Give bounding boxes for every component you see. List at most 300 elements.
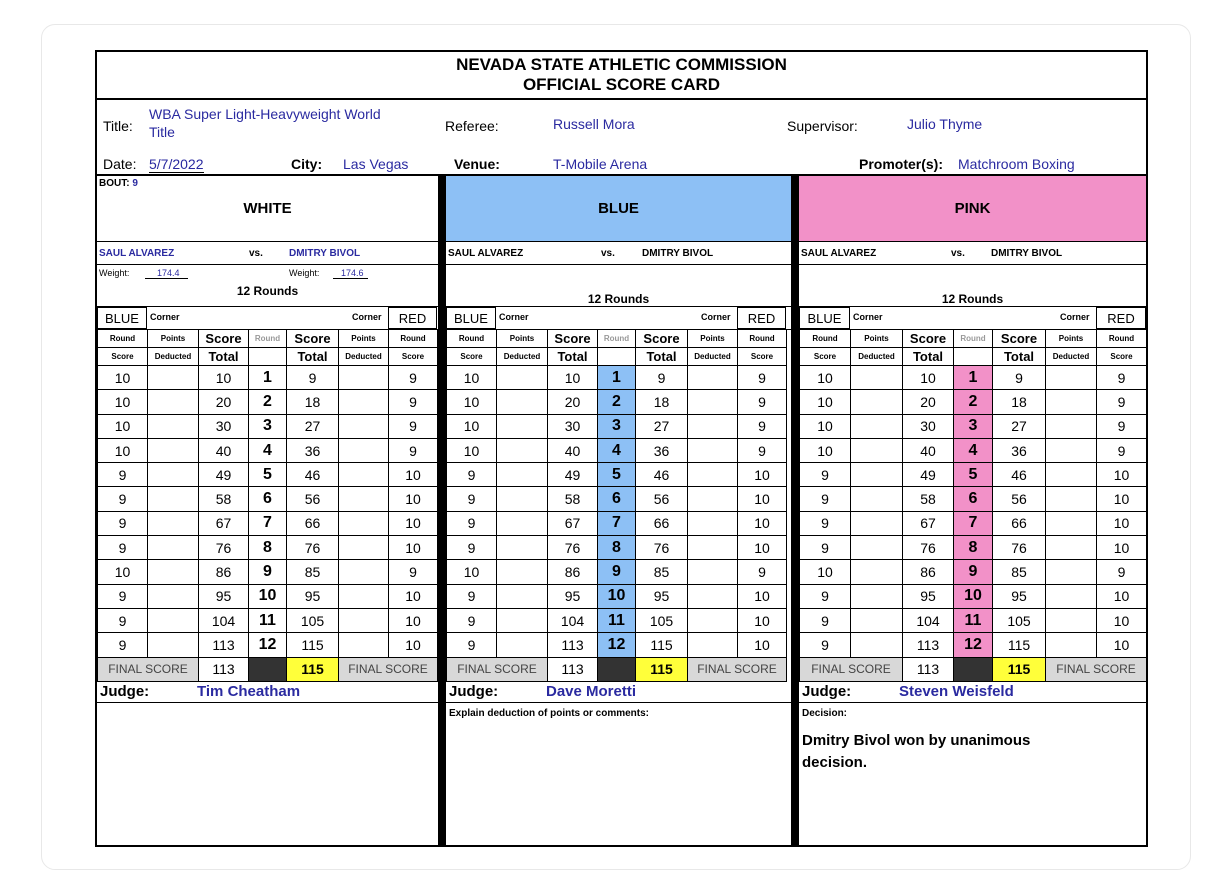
decision-label: Decision: (802, 708, 848, 719)
red-points-deducted (1046, 584, 1097, 608)
red-points-deducted (339, 536, 389, 560)
red-points-deducted (688, 511, 738, 535)
red-points-deducted (1046, 487, 1097, 511)
fighter-a: SAUL ALVAREZ (448, 248, 524, 259)
blue-score-total: 40 (548, 438, 598, 462)
blue-points-deducted (148, 633, 199, 657)
col-points-deducted-red: Points (1046, 330, 1097, 348)
red-score-total: 95 (636, 584, 688, 608)
red-points-deducted (339, 511, 389, 535)
red-round-score: 10 (1097, 608, 1147, 632)
blue-points-deducted (851, 584, 903, 608)
red-round-score: 9 (389, 414, 438, 438)
blue-points-deducted (497, 463, 548, 487)
blue-score-total: 76 (199, 536, 249, 560)
blue-score-total: 113 (548, 633, 598, 657)
blue-round-score: 10 (98, 560, 148, 584)
table-row (800, 511, 1147, 535)
fighter-b: DMITRY BIVOL (289, 248, 361, 259)
round-number: 1 (598, 366, 636, 390)
table-row (800, 390, 1147, 414)
round-number: 3 (598, 414, 636, 438)
blue-points-deducted (497, 633, 548, 657)
weight-label-b: Weight: (289, 268, 320, 278)
red-score-total: 66 (287, 511, 339, 535)
red-round-score: 10 (389, 487, 438, 511)
table-row (98, 608, 438, 632)
table-row (800, 366, 1147, 390)
table-row (447, 608, 787, 632)
judge-name: Tim Cheatham (197, 683, 301, 700)
red-points-deducted (1046, 463, 1097, 487)
blue-round-score: 9 (98, 608, 148, 632)
col-round-score-red: Round (1097, 330, 1147, 348)
blue-score-total: 49 (548, 463, 598, 487)
red-score-total: 56 (636, 487, 688, 511)
red-score-total: 115 (993, 633, 1046, 657)
round-number: 6 (249, 487, 287, 511)
blue-round-score: 9 (98, 584, 148, 608)
panel-separator (438, 176, 446, 847)
blue-score-total: 95 (903, 584, 954, 608)
red-points-deducted (1046, 390, 1097, 414)
blue-points-deducted (148, 584, 199, 608)
red-round-score: 9 (738, 560, 787, 584)
final-score-label-red: FINAL SCORE (1046, 657, 1147, 681)
blue-score-total: 40 (903, 438, 954, 462)
col-deducted-sub: Deducted (851, 348, 903, 366)
final-score-row (447, 657, 787, 681)
red-points-deducted (688, 608, 738, 632)
blue-round-score: 9 (98, 536, 148, 560)
red-score-total: 46 (287, 463, 339, 487)
blue-round-score: 9 (98, 511, 148, 535)
final-score-divider (598, 657, 636, 681)
table-row (447, 438, 787, 462)
fighter-a: SAUL ALVAREZ (801, 248, 877, 259)
vs-label: vs. (249, 248, 263, 259)
red-points-deducted (339, 414, 389, 438)
blue-points-deducted (851, 560, 903, 584)
blue-points-deducted (497, 608, 548, 632)
table-row (98, 438, 438, 462)
red-round-score: 9 (1097, 366, 1147, 390)
score-table (446, 329, 787, 682)
weight-a: 174.4 (145, 268, 188, 279)
blue-score-total: 30 (903, 414, 954, 438)
table-header (98, 348, 438, 366)
table-header (800, 330, 1147, 348)
blue-score-total: 104 (903, 608, 954, 632)
blue-score-total: 67 (903, 511, 954, 535)
round-number: 1 (954, 366, 993, 390)
red-points-deducted (1046, 633, 1097, 657)
final-score-red: 115 (993, 657, 1046, 681)
col-total-sub-red: Total (636, 348, 688, 366)
col-points-deducted: Points (148, 330, 199, 348)
red-round-score: 9 (389, 560, 438, 584)
blue-points-deducted (851, 633, 903, 657)
red-points-deducted (688, 560, 738, 584)
red-score-total: 76 (993, 536, 1046, 560)
red-points-deducted (1046, 536, 1097, 560)
round-number: 3 (954, 414, 993, 438)
panel-separator (791, 176, 799, 847)
red-round-score: 10 (1097, 463, 1147, 487)
red-score-total: 85 (636, 560, 688, 584)
vs-label: vs. (951, 248, 965, 259)
round-number: 7 (249, 511, 287, 535)
blue-round-score: 9 (447, 511, 497, 535)
venue-value: T-Mobile Arena (553, 156, 648, 172)
blue-round-score: 10 (800, 438, 851, 462)
blue-points-deducted (497, 511, 548, 535)
blue-round-score: 9 (98, 463, 148, 487)
col-round-score-sub-red: Score (738, 348, 787, 366)
red-points-deducted (688, 366, 738, 390)
col-round-score: Round (98, 330, 148, 348)
final-score-label: FINAL SCORE (98, 657, 199, 681)
round-number: 12 (954, 633, 993, 657)
blue-points-deducted (497, 390, 548, 414)
blue-round-score: 9 (800, 511, 851, 535)
fighter-b: DMITRY BIVOL (642, 248, 714, 259)
card-title: OFFICIAL SCORE CARD (522, 75, 721, 94)
blue-round-score: 10 (447, 366, 497, 390)
red-points-deducted (1046, 414, 1097, 438)
round-number: 7 (954, 511, 993, 535)
red-round-score: 10 (738, 463, 787, 487)
red-score-total: 85 (993, 560, 1046, 584)
fighter-b: DMITRY BIVOL (991, 248, 1063, 259)
judge-panel-white (97, 176, 438, 847)
col-points-deducted-red: Points (339, 330, 389, 348)
col-deducted-sub-red: Deducted (688, 348, 738, 366)
corner-label-left: Corner (853, 312, 883, 322)
venue-label: Venue: (454, 156, 500, 172)
table-row (447, 390, 787, 414)
judge-panel-blue (446, 176, 791, 847)
final-score-label-red: FINAL SCORE (339, 657, 438, 681)
red-round-score: 9 (738, 366, 787, 390)
blue-round-score: 10 (447, 414, 497, 438)
corner-label-left: Corner (150, 312, 180, 322)
blue-round-score: 10 (98, 366, 148, 390)
red-score-total: 76 (287, 536, 339, 560)
blue-score-total: 40 (199, 438, 249, 462)
table-row (447, 536, 787, 560)
blue-score-total: 76 (548, 536, 598, 560)
red-points-deducted (1046, 560, 1097, 584)
table-row (98, 487, 438, 511)
col-round-score-sub: Score (800, 348, 851, 366)
col-round-score-sub-red: Score (1097, 348, 1147, 366)
blue-round-score: 9 (800, 463, 851, 487)
red-points-deducted (688, 536, 738, 560)
final-score-blue: 113 (548, 657, 598, 681)
red-score-total: 18 (993, 390, 1046, 414)
red-round-score: 9 (1097, 390, 1147, 414)
table-row (98, 390, 438, 414)
blue-corner-box: BLUE (799, 307, 850, 329)
red-score-total: 18 (636, 390, 688, 414)
blue-points-deducted (148, 560, 199, 584)
table-row (98, 511, 438, 535)
red-points-deducted (339, 487, 389, 511)
col-deducted-sub: Deducted (497, 348, 548, 366)
red-points-deducted (688, 390, 738, 414)
red-points-deducted (339, 390, 389, 414)
red-score-total: 66 (993, 511, 1046, 535)
red-score-total: 56 (287, 487, 339, 511)
blue-points-deducted (851, 438, 903, 462)
red-round-score: 10 (389, 633, 438, 657)
col-round: Round (954, 330, 993, 348)
red-score-total: 46 (636, 463, 688, 487)
red-round-score: 10 (1097, 487, 1147, 511)
col-deducted-sub-red: Deducted (339, 348, 389, 366)
corner-row (97, 306, 438, 330)
color-name: PINK (954, 200, 991, 217)
red-round-score: 9 (389, 366, 438, 390)
red-score-total: 85 (287, 560, 339, 584)
blue-points-deducted (497, 438, 548, 462)
blue-points-deducted (497, 536, 548, 560)
red-round-score: 10 (1097, 633, 1147, 657)
rounds-label: 12 Rounds (587, 292, 650, 306)
judge-row (799, 682, 1146, 703)
blue-round-score: 9 (800, 487, 851, 511)
red-corner-box: RED (1096, 307, 1146, 329)
round-number: 11 (954, 608, 993, 632)
red-score-total: 36 (993, 438, 1046, 462)
red-score-total: 76 (636, 536, 688, 560)
blue-points-deducted (148, 511, 199, 535)
red-round-score: 9 (738, 438, 787, 462)
judge-name: Dave Moretti (546, 683, 637, 700)
supervisor-label: Supervisor: (787, 118, 858, 134)
blue-score-total: 67 (199, 511, 249, 535)
table-row (800, 633, 1147, 657)
col-points-deducted: Points (851, 330, 903, 348)
date-label: Date: (103, 156, 137, 172)
table-row (800, 487, 1147, 511)
title-value-line2: Title (149, 124, 175, 140)
col-round: Round (598, 330, 636, 348)
decision-text: Dmitry Bivol won by unanimous decision. (802, 732, 1031, 771)
blue-round-score: 9 (447, 536, 497, 560)
red-points-deducted (688, 633, 738, 657)
red-round-score: 9 (389, 438, 438, 462)
col-round-score-sub-red: Score (389, 348, 438, 366)
red-round-score: 10 (389, 608, 438, 632)
blue-score-total: 113 (903, 633, 954, 657)
blue-points-deducted (148, 608, 199, 632)
red-score-total: 9 (993, 366, 1046, 390)
red-score-total: 105 (993, 608, 1046, 632)
blue-score-total: 58 (548, 487, 598, 511)
red-score-total: 27 (993, 414, 1046, 438)
city-value: Las Vegas (343, 156, 409, 172)
red-points-deducted (688, 584, 738, 608)
blue-round-score: 9 (800, 633, 851, 657)
red-corner-box: RED (388, 307, 437, 329)
blue-round-score: 10 (447, 438, 497, 462)
red-score-total: 105 (287, 608, 339, 632)
referee-value: Russell Mora (553, 116, 635, 132)
red-round-score: 9 (389, 390, 438, 414)
blue-points-deducted (148, 487, 199, 511)
table-row (447, 366, 787, 390)
judge-panel-pink (799, 176, 1146, 847)
blue-score-total: 67 (548, 511, 598, 535)
red-round-score: 10 (389, 463, 438, 487)
blue-round-score: 9 (447, 608, 497, 632)
blue-points-deducted (851, 390, 903, 414)
promoter-value: Matchroom Boxing (958, 156, 1075, 172)
round-number: 6 (598, 487, 636, 511)
red-round-score: 10 (738, 608, 787, 632)
red-points-deducted (339, 463, 389, 487)
blue-points-deducted (851, 487, 903, 511)
red-round-score: 9 (738, 390, 787, 414)
blue-score-total: 104 (199, 608, 249, 632)
blue-score-total: 58 (903, 487, 954, 511)
blue-points-deducted (148, 438, 199, 462)
red-score-total: 36 (287, 438, 339, 462)
round-number: 5 (249, 463, 287, 487)
red-points-deducted (339, 560, 389, 584)
red-round-score: 9 (1097, 414, 1147, 438)
final-score-blue: 113 (199, 657, 249, 681)
color-header (799, 176, 1146, 242)
blue-round-score: 9 (800, 584, 851, 608)
blue-round-score: 10 (800, 560, 851, 584)
blue-round-score: 9 (800, 608, 851, 632)
table-row (800, 438, 1147, 462)
blue-points-deducted (148, 536, 199, 560)
red-round-score: 10 (738, 584, 787, 608)
blue-round-score: 9 (98, 487, 148, 511)
blue-score-total: 49 (199, 463, 249, 487)
red-score-total: 9 (287, 366, 339, 390)
red-score-total: 27 (287, 414, 339, 438)
blue-score-total: 49 (903, 463, 954, 487)
card-header (97, 52, 1146, 100)
col-score-total: Score (548, 330, 598, 348)
table-header (447, 348, 787, 366)
final-score-divider (954, 657, 993, 681)
blue-score-total: 86 (903, 560, 954, 584)
round-number: 2 (249, 390, 287, 414)
blue-round-score: 9 (447, 463, 497, 487)
col-score-total-red: Score (636, 330, 688, 348)
col-total-sub: Total (548, 348, 598, 366)
col-round-score-sub: Score (98, 348, 148, 366)
red-score-total: 95 (287, 584, 339, 608)
table-row (800, 560, 1147, 584)
red-round-score: 10 (738, 487, 787, 511)
round-number: 3 (249, 414, 287, 438)
table-row (447, 511, 787, 535)
table-row (447, 584, 787, 608)
table-row (98, 584, 438, 608)
bout-label: BOUT: 9 (99, 178, 138, 189)
table-row (447, 560, 787, 584)
blue-points-deducted (851, 511, 903, 535)
judge-label: Judge: (449, 683, 499, 700)
col-total-sub: Total (903, 348, 954, 366)
red-points-deducted (339, 438, 389, 462)
table-row (447, 487, 787, 511)
round-number: 8 (598, 536, 636, 560)
table-row (800, 608, 1147, 632)
round-number: 4 (598, 438, 636, 462)
blue-points-deducted (851, 463, 903, 487)
blue-score-total: 95 (548, 584, 598, 608)
red-points-deducted (688, 463, 738, 487)
blue-round-score: 9 (447, 633, 497, 657)
blue-points-deducted (148, 463, 199, 487)
blue-corner-box: BLUE (97, 307, 147, 329)
table-row (800, 584, 1147, 608)
table-row (447, 633, 787, 657)
red-score-total: 115 (287, 633, 339, 657)
col-round: Round (249, 330, 287, 348)
red-points-deducted (688, 438, 738, 462)
table-row (800, 414, 1147, 438)
round-number: 5 (954, 463, 993, 487)
red-score-total: 56 (993, 487, 1046, 511)
blue-points-deducted (497, 584, 548, 608)
table-row (98, 536, 438, 560)
blue-round-score: 10 (800, 366, 851, 390)
blue-score-total: 58 (199, 487, 249, 511)
col-score-total: Score (903, 330, 954, 348)
blue-score-total: 20 (199, 390, 249, 414)
round-number: 10 (598, 584, 636, 608)
blue-score-total: 86 (548, 560, 598, 584)
vs-label: vs. (601, 248, 615, 259)
round-number: 12 (249, 633, 287, 657)
red-score-total: 95 (993, 584, 1046, 608)
blue-round-score: 10 (447, 560, 497, 584)
table-header (447, 330, 787, 348)
col-deducted-sub-red: Deducted (1046, 348, 1097, 366)
blue-points-deducted (851, 536, 903, 560)
final-score-label-red: FINAL SCORE (688, 657, 787, 681)
blue-points-deducted (851, 608, 903, 632)
red-score-total: 27 (636, 414, 688, 438)
round-number: 9 (954, 560, 993, 584)
blue-points-deducted (148, 366, 199, 390)
round-number: 7 (598, 511, 636, 535)
red-round-score: 9 (738, 414, 787, 438)
table-row (98, 560, 438, 584)
corner-label-right: Corner (352, 312, 382, 322)
score-card (95, 50, 1148, 847)
red-round-score: 10 (389, 584, 438, 608)
referee-label: Referee: (445, 118, 499, 134)
col-score-total-red: Score (993, 330, 1046, 348)
blue-points-deducted (497, 366, 548, 390)
round-number: 10 (954, 584, 993, 608)
blue-score-total: 113 (199, 633, 249, 657)
corner-label-left: Corner (499, 312, 529, 322)
blue-score-total: 10 (199, 366, 249, 390)
blue-round-score: 10 (447, 390, 497, 414)
fighters-row (446, 246, 791, 265)
